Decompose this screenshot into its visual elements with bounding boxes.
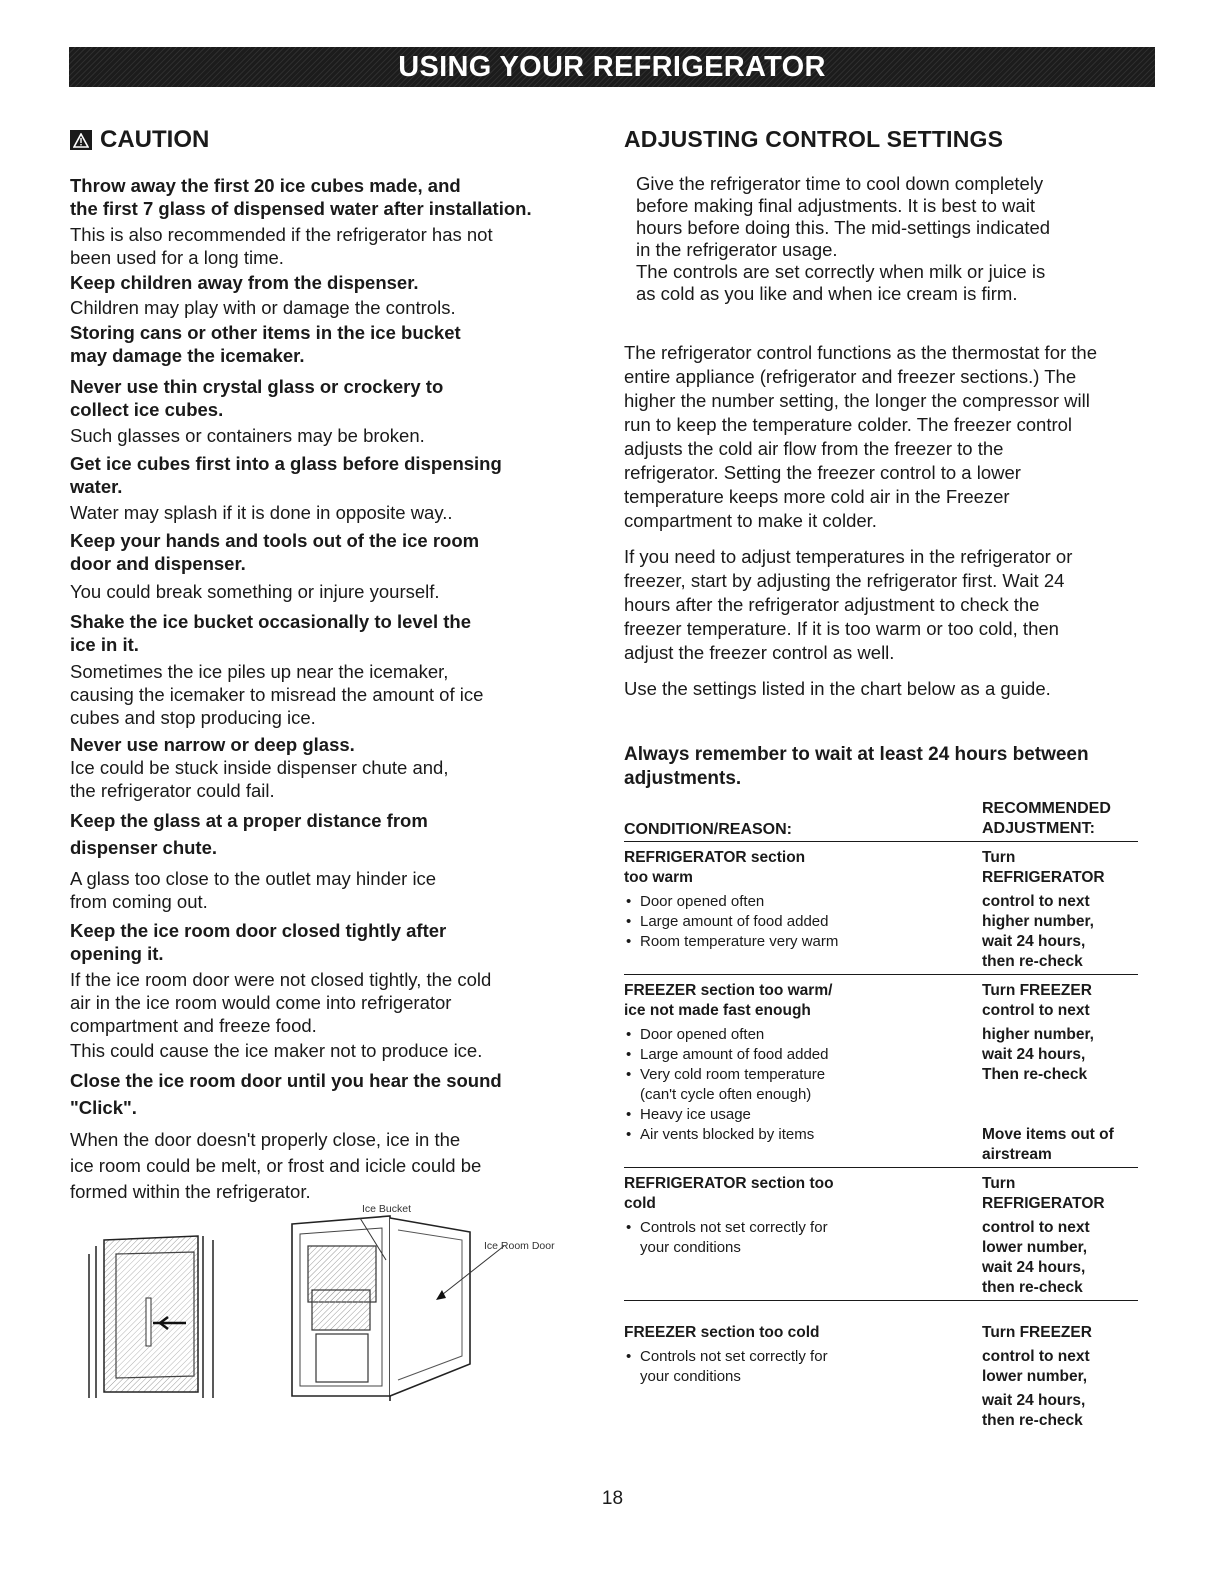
caution-text-line: been used for a long time. xyxy=(70,247,284,268)
caution-bold-line: may damage the icemaker. xyxy=(70,345,305,366)
ice-room-door-label: Ice Room Door xyxy=(484,1240,555,1252)
page-number: 18 xyxy=(601,1488,624,1509)
para-line: run to keep the temperature colder. The freezer control xyxy=(624,414,1073,435)
adjustment-line: Turn xyxy=(982,1175,1016,1192)
reminder-line: adjustments. xyxy=(624,768,742,789)
caution-text-line: A glass too close to the outlet may hinder ice xyxy=(70,868,437,889)
caution-text-line: This is also recommended if the refrigerator has not xyxy=(70,224,493,245)
caution-item xyxy=(70,174,585,269)
adjustment-cell xyxy=(982,981,1138,1165)
adjustment-line: wait 24 hours, xyxy=(982,1259,1086,1276)
caution-bold-line: Close the ice room door until you hear the sound xyxy=(70,1070,502,1091)
para-line: compartment to make it colder. xyxy=(624,510,877,531)
condition-line: ice not made fast enough xyxy=(624,1002,811,1019)
condition-cell xyxy=(624,848,964,972)
chart-guide-line: Use the settings listed in the chart below as a guide. xyxy=(624,678,1051,699)
para-line: freezer temperature. If it is too warm or too cold, then xyxy=(624,618,1059,639)
adjustment-line: REFRIGERATOR xyxy=(982,1195,1105,1212)
caution-column xyxy=(70,126,585,1205)
caution-bold-line: door and dispenser. xyxy=(70,553,246,574)
intro-line: in the refrigerator usage. xyxy=(636,239,838,260)
reason-line: (can't cycle often enough) xyxy=(640,1086,812,1103)
thermostat-paragraph xyxy=(624,341,1156,533)
caution-text-line: compartment and freeze food. xyxy=(70,1015,317,1036)
caution-text-line: causing the icemaker to misread the amount of ice xyxy=(70,684,484,705)
condition-cell xyxy=(624,1323,964,1431)
adjustment-line: higher number, xyxy=(982,1026,1094,1043)
reason-item: • Door opened often xyxy=(624,892,964,912)
intro-line: as cold as you like and when ice cream is firm. xyxy=(636,283,1018,304)
caution-text-line: the refrigerator could fail. xyxy=(70,780,275,801)
condition-line: FREEZER section too cold xyxy=(624,1324,820,1341)
para-line: The refrigerator control functions as the thermostat for the xyxy=(624,342,1098,363)
caution-bold-line: Keep the ice room door closed tightly after xyxy=(70,920,447,941)
reason-line: your conditions xyxy=(640,1368,741,1385)
reason-list xyxy=(624,892,964,952)
table-row xyxy=(624,975,1138,1168)
caution-text-line: air in the ice room would come into refrigerator xyxy=(70,992,452,1013)
adjustment-line: control to next xyxy=(982,1002,1090,1019)
condition-line: FREEZER section too warm/ xyxy=(624,982,833,999)
reason-list xyxy=(624,1025,964,1145)
adjusting-column xyxy=(624,126,1156,1433)
adjustment-header-line: RECOMMENDED xyxy=(982,800,1111,817)
reason-item xyxy=(624,1347,964,1387)
caution-item xyxy=(70,452,585,524)
caution-item xyxy=(70,733,585,802)
adjustment-line: lower number, xyxy=(982,1368,1088,1385)
caution-text-line: formed within the refrigerator. xyxy=(70,1181,311,1202)
caution-text-line: If the ice room door were not closed tightly, the cold xyxy=(70,969,492,990)
adjustment-line: control to next xyxy=(982,1219,1090,1236)
adjustment-line: REFRIGERATOR xyxy=(982,869,1105,886)
caution-item xyxy=(70,807,585,913)
caution-bold-line: Keep your hands and tools out of the ice room xyxy=(70,530,480,551)
caution-text-line: This could cause the ice maker not to produce ice. xyxy=(70,1040,483,1061)
reason-line: • Controls not set correctly for xyxy=(640,1348,828,1365)
adjustment-line: then re-check xyxy=(982,953,1083,970)
condition-title xyxy=(624,981,964,1021)
adjustment-cell xyxy=(982,1174,1138,1298)
adjustment-line: wait 24 hours, xyxy=(982,1046,1086,1063)
caution-text-line: Ice could be stuck inside dispenser chute and, xyxy=(70,757,449,778)
reason-item: • Large amount of food added xyxy=(624,1045,964,1065)
reason-line: your conditions xyxy=(640,1239,741,1256)
caution-heading: CAUTION xyxy=(100,126,210,153)
adjustment-line: then re-check xyxy=(982,1279,1083,1296)
reason-list xyxy=(624,1218,964,1258)
caution-bold-line: "Click". xyxy=(70,1097,137,1118)
open-door-drawing xyxy=(292,1216,504,1401)
adjustment-line: Turn FREEZER xyxy=(982,982,1092,999)
adjustment-line: higher number, xyxy=(982,913,1094,930)
reminder-line: Always remember to wait at least 24 hours between xyxy=(624,744,1089,765)
adjustment-line: wait 24 hours, xyxy=(982,1392,1086,1409)
section-banner xyxy=(69,47,1155,87)
adjustment-line: control to next xyxy=(982,893,1090,910)
caution-text-line: Water may splash if it is done in opposite way.. xyxy=(70,502,453,523)
condition-line: cold xyxy=(624,1195,656,1212)
intro-line: The controls are set correctly when milk or juice is xyxy=(636,261,1046,282)
reason-item xyxy=(624,1065,964,1105)
caution-bold-line: Storing cans or other items in the ice bucket xyxy=(70,322,461,343)
banner-title: USING YOUR REFRIGERATOR xyxy=(398,50,826,83)
caution-bold-line: Keep children away from the dispenser. xyxy=(70,272,419,293)
para-line: adjusts the cold air flow from the freezer to the xyxy=(624,438,1004,459)
para-line: freezer, start by adjusting the refrigerator first. Wait 24 xyxy=(624,570,1065,591)
caution-text-line: You could break something or injure yourself. xyxy=(70,581,440,602)
intro-line: before making final adjustments. It is best to wait xyxy=(636,195,1035,216)
table-row xyxy=(624,1168,1138,1301)
adjustment-header-line: ADJUSTMENT: xyxy=(982,820,1095,837)
caution-item xyxy=(70,919,585,1062)
closed-door-drawing xyxy=(89,1236,213,1398)
reason-item xyxy=(624,1218,964,1258)
ice-room-illustration xyxy=(86,1203,566,1401)
wait-reminder xyxy=(624,743,1156,791)
para-line: entire appliance (refrigerator and freezer sections.) The xyxy=(624,366,1077,387)
adjustment-cell xyxy=(982,848,1138,972)
adjustment-line: wait 24 hours, xyxy=(982,933,1086,950)
condition-cell xyxy=(624,1174,964,1298)
caution-bold-line: Get ice cubes first into a glass before dispensing xyxy=(70,453,502,474)
reason-item: • Room temperature very warm xyxy=(624,932,964,952)
condition-title xyxy=(624,1174,964,1214)
condition-title xyxy=(624,848,964,888)
adjustment-line: lower number, xyxy=(982,1239,1088,1256)
caution-bold-line: the first 7 glass of dispensed water after installation. xyxy=(70,198,532,219)
condition-line: too warm xyxy=(624,869,693,886)
caution-bold-line: water. xyxy=(70,476,123,497)
intro-line: Give the refrigerator time to cool down completely xyxy=(636,173,1044,194)
warning-triangle-icon xyxy=(70,130,92,150)
caution-text-line: Such glasses or containers may be broken. xyxy=(70,425,425,446)
adjustment-line: Then re-check xyxy=(982,1066,1088,1083)
para-line: If you need to adjust temperatures in the refrigerator or xyxy=(624,546,1073,567)
para-line: hours after the refrigerator adjustment to check the xyxy=(624,594,1040,615)
caution-bold-line: collect ice cubes. xyxy=(70,399,224,420)
caution-item xyxy=(70,529,585,603)
caution-text-line: When the door doesn't properly close, ice in the xyxy=(70,1129,461,1150)
caution-item xyxy=(70,375,585,447)
caution-bold-line: Keep the glass at a proper distance from xyxy=(70,810,428,831)
condition-line: REFRIGERATOR section xyxy=(624,849,806,866)
settings-table xyxy=(624,799,1138,1433)
caution-text-line: ice room could be melt, or frost and icicle could be xyxy=(70,1155,482,1176)
reason-item: • Heavy ice usage xyxy=(624,1105,964,1125)
condition-cell xyxy=(624,981,964,1165)
adjusting-heading: ADJUSTING CONTROL SETTINGS xyxy=(624,126,1004,152)
caution-text-line: Sometimes the ice piles up near the icemaker, xyxy=(70,661,449,682)
table-header-row xyxy=(624,799,1138,842)
caution-bold-line: opening it. xyxy=(70,943,164,964)
adjust-order-paragraph xyxy=(624,545,1156,665)
condition-title xyxy=(624,1323,964,1343)
caution-bold-line: Never use thin crystal glass or crockery to xyxy=(70,376,444,397)
adjustment-line: airstream xyxy=(982,1146,1052,1163)
caution-item xyxy=(70,271,585,319)
adjustment-cell xyxy=(982,1323,1138,1431)
caution-item xyxy=(70,610,585,729)
adjustment-line: Turn FREEZER xyxy=(982,1324,1092,1341)
reason-item: • Air vents blocked by items xyxy=(624,1125,964,1145)
caution-item xyxy=(70,1067,585,1205)
para-line: refrigerator. Setting the freezer control to a lower xyxy=(624,462,1021,483)
intro-paragraph xyxy=(624,173,1156,305)
ice-bucket-label: Ice Bucket xyxy=(362,1203,412,1215)
condition-column-header: CONDITION/REASON: xyxy=(624,821,792,838)
caution-bold-line: Shake the ice bucket occasionally to level the xyxy=(70,611,471,632)
caution-bold-line: dispenser chute. xyxy=(70,837,218,858)
caution-bold-line: Never use narrow or deep glass. xyxy=(70,734,355,755)
reason-item: • Large amount of food added xyxy=(624,912,964,932)
adjustment-line: control to next xyxy=(982,1348,1090,1365)
reason-item: • Door opened often xyxy=(624,1025,964,1045)
reason-line: • Very cold room temperature xyxy=(640,1066,826,1083)
intro-line: hours before doing this. The mid-settings indicated xyxy=(636,217,1051,238)
caution-text-line: from coming out. xyxy=(70,891,208,912)
refrigerator-door-drawings xyxy=(86,1206,566,1401)
caution-item xyxy=(70,321,585,367)
caution-header xyxy=(70,126,585,154)
table-row xyxy=(624,1301,1138,1433)
para-line: temperature keeps more cold air in the Freezer xyxy=(624,486,1010,507)
caution-bold-line: ice in it. xyxy=(70,634,139,655)
caution-text-line: cubes and stop producing ice. xyxy=(70,707,316,728)
adjustment-column-header xyxy=(982,799,1138,839)
condition-line: REFRIGERATOR section too xyxy=(624,1175,834,1192)
para-line: adjust the freezer control as well. xyxy=(624,642,895,663)
reason-line: • Controls not set correctly for xyxy=(640,1219,828,1236)
caution-text-line: Children may play with or damage the controls. xyxy=(70,297,456,318)
adjustment-line: then re-check xyxy=(982,1412,1083,1429)
adjustment-line: Move items out of xyxy=(982,1126,1114,1143)
reason-list xyxy=(624,1347,964,1387)
caution-bold-line: Throw away the first 20 ice cubes made, and xyxy=(70,175,461,196)
para-line: higher the number setting, the longer the compressor will xyxy=(624,390,1090,411)
table-row xyxy=(624,842,1138,975)
adjustment-line: Turn xyxy=(982,849,1016,866)
